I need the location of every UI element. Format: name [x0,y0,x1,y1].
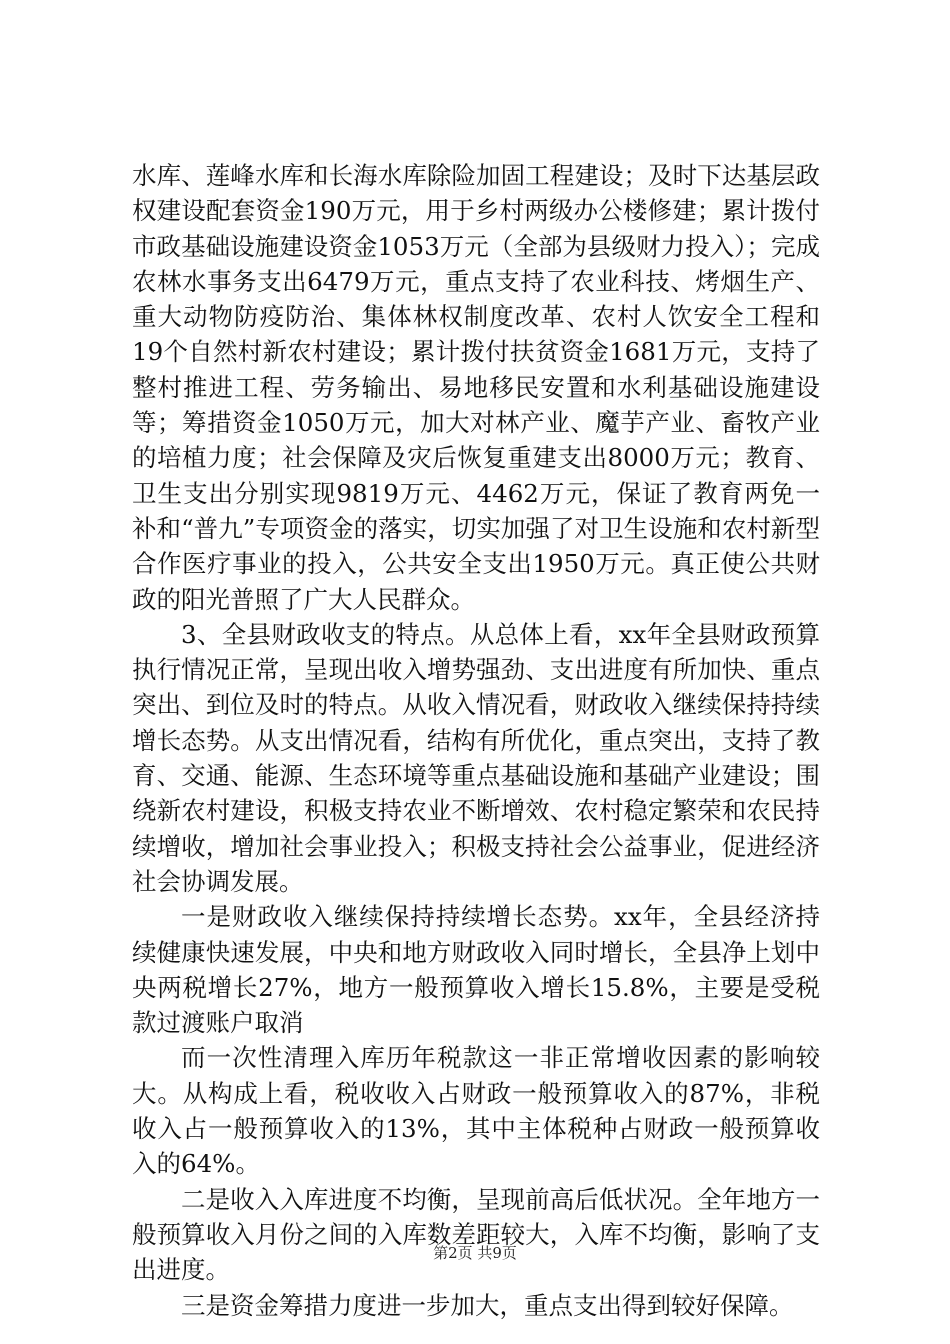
page-number-footer: 第2页 共9页 [433,1244,517,1262]
paragraph-continued: 水库、莲峰水库和长海水库除险加固工程建设；及时下达基层政权建设配套资金190万元，用于乡村两级办公楼修建；累计拨付市政基础设施建设资金1053万元（全部为县级财力投入）；完成农林水事务支出6479万元，重点支持了农业科技、烤烟生产、重大动物防疫防治、集体林权制度改革、农村人饮安全工程和19个自然村新农村建设；累计拨付扶贫资金1681万元，支持了整村推进工程、劳务输出、易地移民安置和水利基础设施建设等；筹措资金1050万元，加大对林产业、魔芋产业、畜牧产业的培植力度；社会保障及灾后恢复重建支出8000万元；教育、卫生支出分别实现9819万元、4462万元，保证了教育两免一补和“普九”专项资金的落实，切实加强了对卫生设施和农村新型合作医疗事业的投入，公共安全支出1950万元。真正使公共财政的阳光普照了广大人民群众。 [132,161,820,614]
paragraph-point-two: 二是收入入库进度不均衡，呈现前高后低状况。全年地方一般预算收入月份之间的入库数差距较大，入库不均衡，影响了支出进度。 [132,1184,820,1285]
paragraph-point-one-continued: 而一次性清理入库历年税款这一非正常增收因素的影响较大。从构成上看，税收收入占财政一般预算收入的87%，非税收入占一般预算收入的13%，其中主体税种占财政一般预算收入的64%。 [132,1043,820,1179]
document-body [132,158,820,1323]
paragraph-point-one: 一是财政收入继续保持持续增长态势。xx年，全县经济持续健康快速发展，中央和地方财政收入同时增长，全县净上划中央两税增长27%，地方一般预算收入增长15.8%，主要是受税款过渡账户取消 [132,902,820,1038]
paragraph-point-three: 三是资金筹措力度进一步加大，重点支出得到较好保障。 [181,1290,794,1320]
paragraph-fiscal-characteristics: 3、全县财政收支的特点。从总体上看，xx年全县财政预算执行情况正常，呈现出收入增势强劲、支出进度有所加快、重点突出、到位及时的特点。从收入情况看，财政收入继续保持持续增长态势。从支出情况看，结构有所优化，重点突出，支持了教育、交通、能源、生态环境等重点基础设施和基础产业建设；围绕新农村建设，积极支持农业不断增效、农村稳定繁荣和农民持续增收，增加社会事业投入；积极支持社会公益事业，促进经济社会协调发展。 [132,619,820,896]
